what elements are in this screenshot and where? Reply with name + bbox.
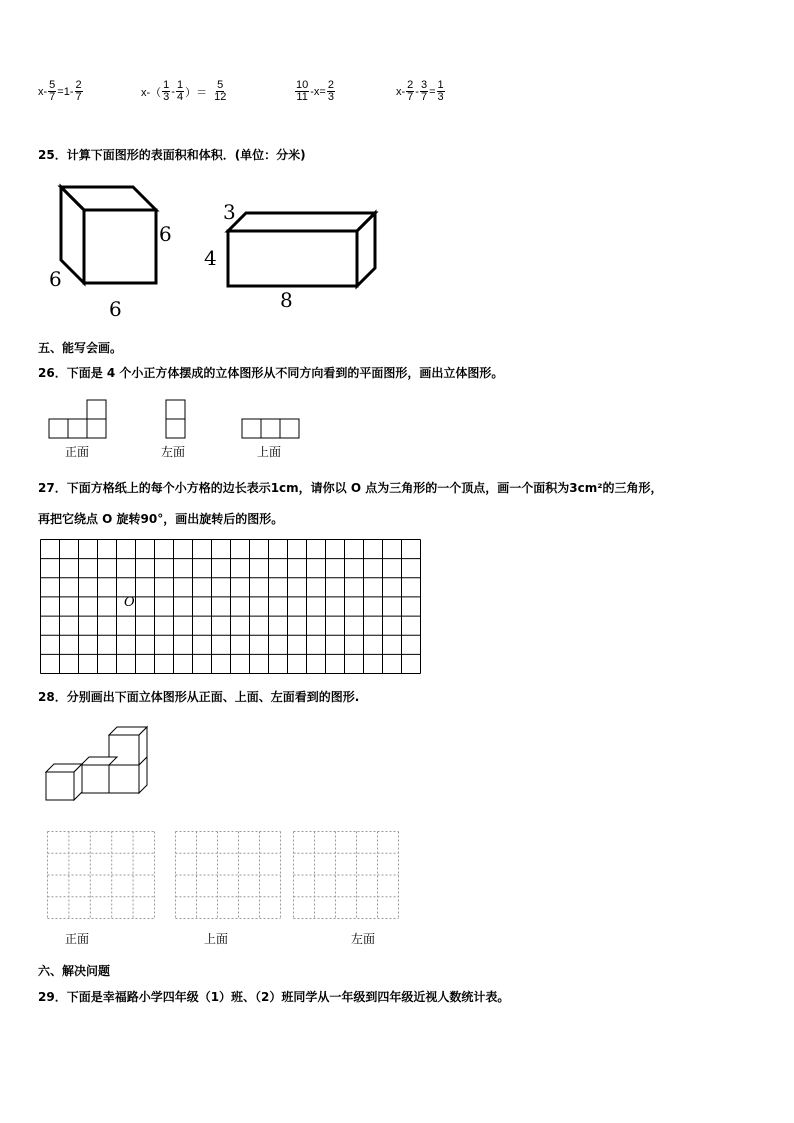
cuboid-left-label: 4 — [204, 246, 217, 270]
question-25: 25．计算下面图形的表面积和体积．(单位：分米) — [38, 148, 306, 162]
equation-4: x- $\frac{2}{7}$ - $\frac{3}{7}$ = $\frac{1}{3}$ — [396, 79, 444, 103]
q25-figures — [38, 180, 398, 320]
q26-left-view — [166, 400, 185, 438]
q28-label-left: 左面 — [351, 932, 376, 946]
q26-front-view — [49, 400, 106, 438]
q26-label-front: 正面 — [65, 445, 90, 459]
cube-bottom-label: 6 — [109, 297, 122, 321]
question-26: 26．下面是 4 个小正方体摆成的立体图形从不同方向看到的平面图形，画出立体图形。 — [38, 366, 504, 380]
cuboid-top-label: 3 — [223, 200, 236, 224]
section-5-title: 五、能写会画。 — [38, 341, 123, 355]
q26-views — [38, 396, 308, 442]
cube-right-label: 6 — [159, 222, 172, 246]
q26-top-view — [242, 419, 299, 438]
q28-solid-figure — [40, 722, 160, 804]
q27-point-o-label: O — [124, 595, 135, 610]
q27-grid-paper[interactable] — [40, 539, 421, 674]
question-27-line1: 27．下面方格纸上的每个小方格的边长表示1cm，请你以 O 点为三角形的一个顶点，画一个面积为3cm²的三角形， — [38, 481, 663, 495]
cuboid-figure — [228, 213, 375, 286]
q28-grid-top[interactable] — [175, 831, 281, 919]
q26-label-top: 上面 — [257, 445, 282, 459]
cube-figure — [61, 187, 156, 283]
q28-label-top: 上面 — [204, 932, 229, 946]
cuboid-bottom-label: 8 — [280, 288, 293, 312]
cube-left-label: 6 — [49, 267, 62, 291]
section-6-title: 六、解决问题 — [38, 964, 111, 978]
question-27-line2: 再把它绕点 O 旋转90°，画出旋转后的图形。 — [38, 512, 284, 526]
question-29: 29．下面是幸福路小学四年级（1）班、（2）班同学从一年级到四年级近视人数统计表。 — [38, 990, 510, 1004]
question-28: 28．分别画出下面立体图形从正面、上面、左面看到的图形. — [38, 690, 360, 704]
q26-label-left: 左面 — [161, 445, 186, 459]
q28-grid-left[interactable] — [293, 831, 399, 919]
q28-grid-front[interactable] — [47, 831, 155, 919]
equation-3: $\frac{10}{11}$ -x= $\frac{2}{3}$ — [296, 79, 334, 103]
equation-2: x-（ $\frac{1}{3}$ - $\frac{1}{4}$ ）＝ $\frac{5}{12}$ — [141, 79, 227, 103]
q28-label-front: 正面 — [65, 932, 90, 946]
equation-1: x- $\frac{5}{7}$ =1- $\frac{2}{7}$ — [38, 79, 82, 103]
